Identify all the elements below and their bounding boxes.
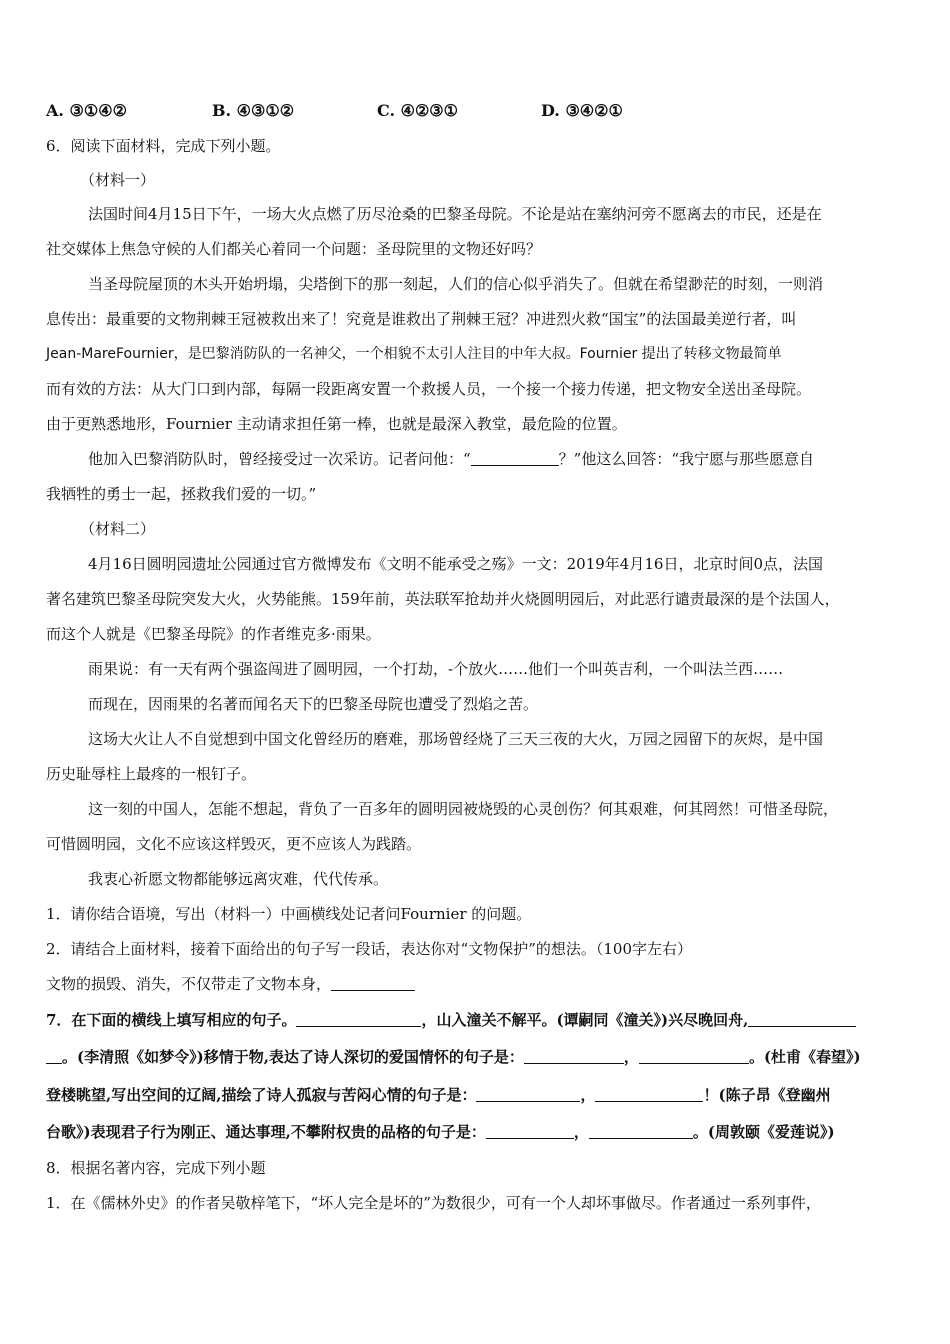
paragraph-line: Jean-MareFournier，是巴黎消防队的一名神父，一个相貌不太引人注目的中年大叔。Fournier 提出了转移文物最简单 bbox=[46, 346, 782, 362]
answer-blank[interactable] bbox=[46, 1048, 62, 1064]
paragraph-line: 由于更熟悉地形，Fournier 主动请求担任第一棒，也就是最深入教堂，最危险的位置。 bbox=[46, 415, 627, 433]
answer-blank[interactable] bbox=[589, 1123, 693, 1139]
paragraph-line: 雨果说：有一天有两个强盗闯进了圆明园，一个打劫，-个放火……他们一个叫英吉利，一个叫法兰西…… bbox=[88, 660, 784, 678]
option-b: B. ④③①② bbox=[212, 101, 295, 120]
answer-blank[interactable] bbox=[639, 1048, 749, 1064]
text-fragment: ？”他这么回答：“我宁愿与那些愿意自 bbox=[558, 450, 815, 468]
text-fragment: 登楼眺望,写出空间的辽阔,描绘了诗人孤寂与苦闷心情的句子是： bbox=[46, 1086, 477, 1104]
paragraph-line: 可惜圆明园，文化不应该这样毁灭，更不应该人为践踏。 bbox=[46, 835, 422, 853]
paragraph-line: 而现在，因雨果的名著而闻名天下的巴黎圣母院也遭受了烈焰之苦。 bbox=[88, 695, 539, 713]
text-fragment: 。(李清照《如梦令》)移情于物,表达了诗人深切的爱国情怀的句子是： bbox=[62, 1048, 524, 1066]
answer-blank[interactable] bbox=[331, 975, 415, 991]
material-2-label: （材料二） bbox=[80, 520, 156, 538]
q7-line bbox=[46, 1085, 831, 1105]
q7-line bbox=[46, 1122, 835, 1142]
answer-blank[interactable] bbox=[524, 1048, 624, 1064]
option-c: C. ④②③① bbox=[377, 101, 458, 120]
q8-sub-question-1: 1．在《儒林外史》的作者吴敬梓笔下，“坏人完全是坏的”为数很少，可有一个人却坏事做尽。作者通过一系列事件， bbox=[46, 1194, 821, 1212]
paragraph-line: 著名建筑巴黎圣母院突发大火，火势能熊。159年前，英法联军抢劫并火烧圆明园后，对此恶行谴责最深的是个法国人， bbox=[46, 590, 840, 608]
material-1-label: （材料一） bbox=[80, 171, 156, 189]
paragraph-line: 我牺牲的勇士一起，拯救我们爱的一切。” bbox=[46, 485, 317, 503]
text-fragment: 。(周敦颐《爱莲说》) bbox=[692, 1123, 835, 1141]
sub-question-2-start bbox=[46, 974, 415, 994]
answer-blank[interactable] bbox=[486, 1123, 574, 1139]
paragraph-line: 历史耻辱柱上最疼的一根钉子。 bbox=[46, 765, 257, 783]
text-fragment: 7．在下面的横线上填写相应的句子。 bbox=[46, 1011, 297, 1029]
answer-blank[interactable] bbox=[748, 1011, 856, 1027]
text-fragment: ， bbox=[623, 1048, 639, 1066]
answer-blank[interactable] bbox=[595, 1086, 703, 1102]
sub-question-1: 1．请你结合语境，写出（材料一）中画横线处记者问Fournier 的问题。 bbox=[46, 905, 532, 923]
text-fragment: ， bbox=[573, 1123, 589, 1141]
paragraph-line: 社交媒体上焦急守候的人们都关心着同一个问题：圣母院里的文物还好吗？ bbox=[46, 240, 542, 258]
paragraph-line: 而有效的方法：从大门口到内部，每隔一段距离安置一个救援人员，一个接一个接力传递，把文物安全送出圣母院。 bbox=[46, 380, 812, 398]
paragraph-line: 法国时间4月15日下午，一场大火点燃了历尽沧桑的巴黎圣母院。不论是站在塞纳河旁不愿离去的市民，还是在 bbox=[88, 205, 822, 223]
text-fragment: 台歌》)表现君子行为刚正、通达事理,不攀附权贵的品格的句子是： bbox=[46, 1123, 486, 1141]
paragraph-line bbox=[88, 449, 814, 469]
paragraph-line: 这场大火让人不自觉想到中国文化曾经历的磨难，那场曾经烧了三天三夜的大火，万园之园留下的灰烬，是中国 bbox=[88, 730, 824, 748]
sub-question-2: 2．请结合上面材料，接着下面给出的句子写一段话，表达你对“文物保护”的想法。（100字左右） bbox=[46, 940, 693, 958]
q6-intro: 6．阅读下面材料，完成下列小题。 bbox=[46, 137, 281, 155]
text-fragment: 。(杜甫《春望》) bbox=[748, 1048, 861, 1066]
text-fragment: ，山入潼关不解平。(谭嗣同《潼关》)兴尽晚回舟, bbox=[421, 1011, 749, 1029]
answer-blank[interactable] bbox=[476, 1086, 580, 1102]
paragraph-line: 4月16日圆明园遗址公园通过官方微博发布《文明不能承受之殇》一文：2019年4月16日，北京时间0点，法国 bbox=[88, 555, 823, 573]
option-a: A. ③①④② bbox=[46, 101, 127, 120]
paragraph-line: 而这个人就是《巴黎圣母院》的作者维克多·雨果。 bbox=[46, 625, 381, 643]
text-fragment: 文物的损毁、消失，不仅带走了文物本身， bbox=[46, 975, 332, 993]
paragraph-line: 息传出：最重要的文物荆棘王冠被救出来了！究竟是谁救出了荆棘王冠？冲进烈火救“国宝”的法国最美逆行者，叫 bbox=[46, 310, 797, 328]
paragraph-line: 我衷心祈愿文物都能够远离灾难，代代传承。 bbox=[88, 870, 389, 888]
text-fragment: ！(陈子昂《登幽州 bbox=[703, 1086, 831, 1104]
answer-blank[interactable] bbox=[296, 1011, 421, 1027]
text-fragment: 他加入巴黎消防队时，曾经接受过一次采访。记者问他：“ bbox=[88, 450, 471, 468]
option-d: D. ③④②① bbox=[541, 101, 623, 120]
text-fragment: ， bbox=[580, 1086, 596, 1104]
q8-intro: 8．根据名著内容，完成下列小题 bbox=[46, 1159, 266, 1177]
q7-line bbox=[46, 1047, 861, 1067]
q7-line bbox=[46, 1010, 856, 1030]
paragraph-line: 这一刻的中国人，怎能不想起，背负了一百多年的圆明园被烧毁的心灵创伤？何其艰难，何其罔然！可惜圣母院， bbox=[88, 800, 839, 818]
answer-blank[interactable] bbox=[471, 450, 559, 466]
paragraph-line: 当圣母院屋顶的木头开始坍塌，尖塔倒下的那一刻起，人们的信心似乎消失了。但就在希望渺茫的时刻，一则消 bbox=[88, 275, 824, 293]
